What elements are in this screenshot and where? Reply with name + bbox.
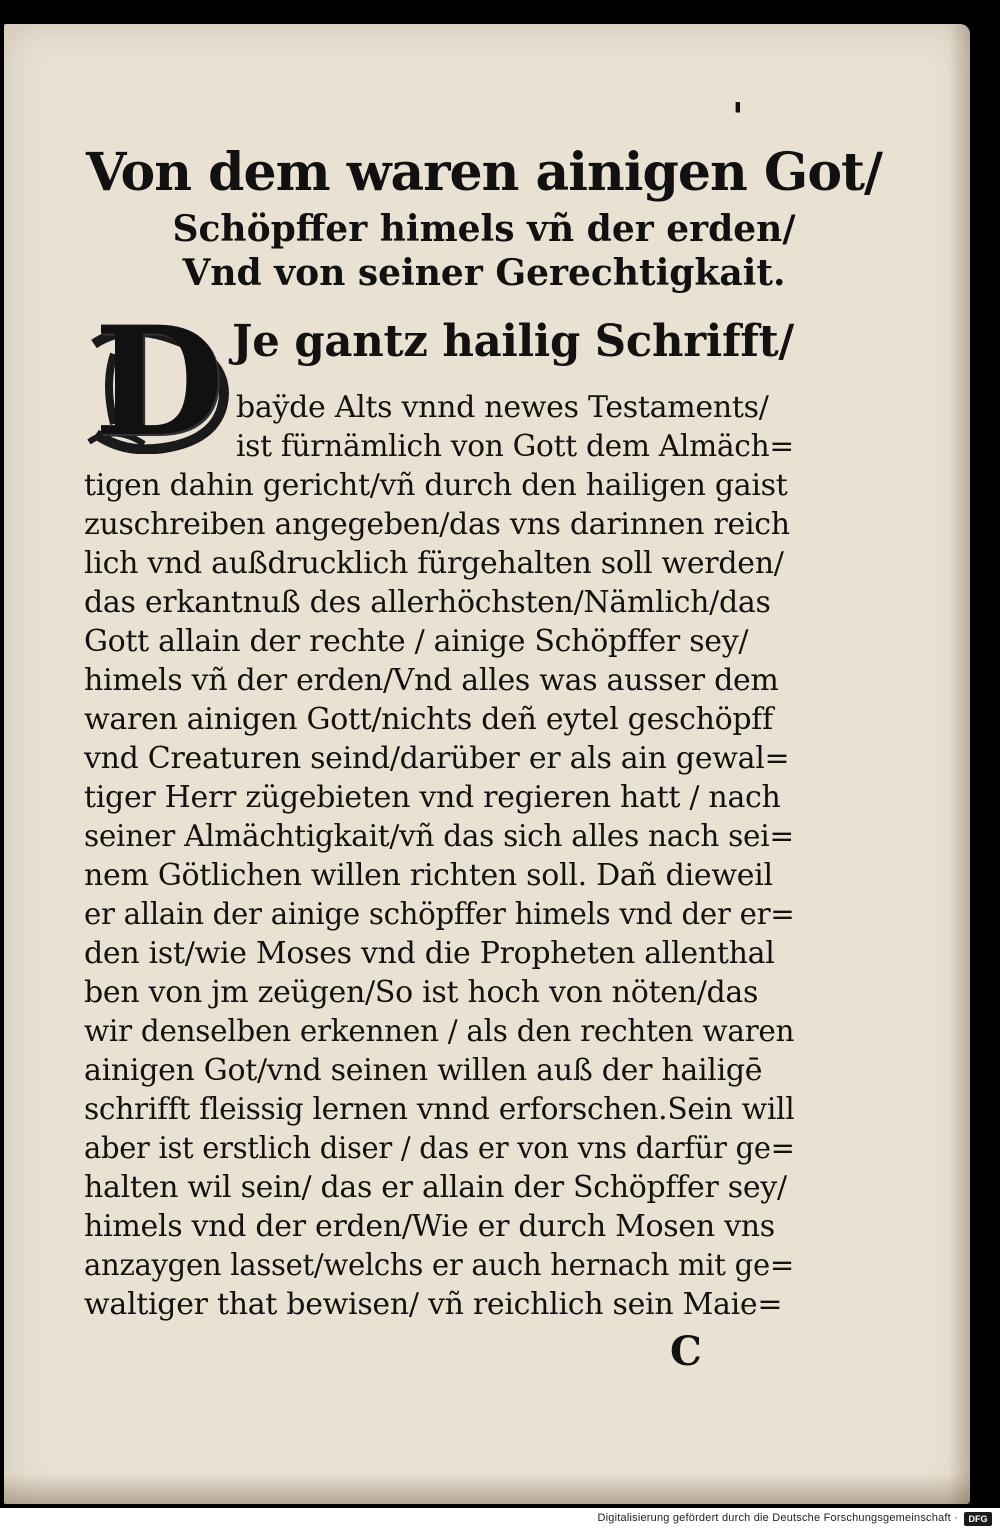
heading-line-1: Von dem waren ainigen Got/ xyxy=(85,142,883,203)
text-line: aber ist erstlich diser / das er von vns darfür ge= xyxy=(84,1131,795,1166)
heading-line-3: Vnd von seiner Gerechtigkait. xyxy=(182,252,786,294)
text-line: ainigen Got/vnd seinen willen auß der hailigē xyxy=(84,1053,763,1088)
decorated-initial: D xyxy=(93,294,225,470)
text-line: nem Götlichen willen richten soll. Dañ dieweil xyxy=(84,858,773,893)
text-line: tiger Herr zügebieten vnd regieren hatt / nach xyxy=(84,780,781,815)
text-line: vnd Creaturen seind/darüber er als ain gewal= xyxy=(84,741,790,776)
text-line: das erkantnuß des allerhöchsten/Nämlich/das xyxy=(84,585,771,620)
text-line: anzaygen lasset/welchs er auch hernach mit ge= xyxy=(84,1248,794,1283)
text-line: himels vñ der erden/Vnd alles was ausser dem xyxy=(84,663,779,698)
text-line: den ist/wie Moses vnd die Propheten allenthal xyxy=(84,936,775,971)
text-line: waltiger that bewisen/ vñ reichlich sein Maie= xyxy=(84,1287,783,1322)
text-line: Gott allain der rechte / ainige Schöpffer sey/ xyxy=(84,624,749,659)
text-line: lich vnd außdrucklich fürgehalten soll werden/ xyxy=(84,546,784,581)
dfg-logo: DFG xyxy=(964,1512,992,1526)
text-line: ben von jm zeügen/So ist hoch von nöten/das xyxy=(84,975,759,1010)
catchword: C xyxy=(670,1328,702,1375)
digitization-footer xyxy=(0,1508,1000,1531)
text-line: schrifft fleissig lernen vnnd erforschen.Sein will xyxy=(84,1092,795,1127)
text-line: baÿde Alts vnnd newes Testaments/ xyxy=(236,390,769,425)
text-line: waren ainigen Gott/nichts deñ eytel geschöpff xyxy=(84,702,773,737)
text-line: er allain der ainige schöpffer himels vnd der er= xyxy=(84,897,795,932)
heading-line-2: Schöpffer himels vñ der erden/ xyxy=(172,208,796,250)
folio-mark: ' xyxy=(732,94,744,139)
text-line: himels vnd der erden/Wie er durch Mosen vns xyxy=(84,1209,775,1244)
text-line: ist fürnämlich von Gott dem Almäch= xyxy=(236,429,794,464)
text-line: seiner Almächtigkait/vñ das sich alles nach sei= xyxy=(84,819,794,854)
body-text xyxy=(4,24,970,1504)
text-line: zuschreiben angegeben/das vns darinnen reich xyxy=(84,507,790,542)
book-page xyxy=(4,24,970,1504)
text-line: tigen dahin gericht/vñ durch den hailigen gaist xyxy=(84,468,788,503)
funding-credit: Digitalisierung gefördert durch die Deutsche Forschungsgemeinschaft · xyxy=(597,1512,958,1524)
text-line: Je gantz hailig Schrifft/ xyxy=(232,316,794,367)
text-line: wir denselben erkennen / als den rechten waren xyxy=(84,1014,795,1049)
text-line: halten wil sein/ das er allain der Schöpffer sey/ xyxy=(84,1170,787,1205)
